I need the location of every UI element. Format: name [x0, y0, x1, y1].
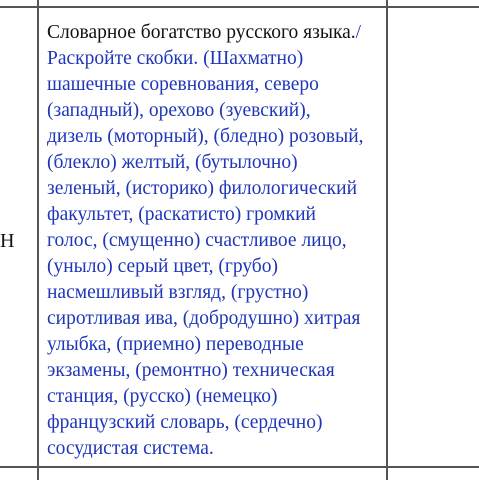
exercise-cell [47, 20, 383, 462]
exercise-task-line: (блекло) желтый, (бутылочно) [47, 152, 298, 173]
exercise-task-line: французский словарь, (сердечно) [47, 412, 323, 433]
exercise-heading: Словарное богатство русского языка. [47, 22, 356, 43]
exercise-task-line: зеленый, (историко) филологический [47, 178, 358, 199]
exercise-task-line: улыбка, (приемно) переводные [47, 334, 304, 355]
left-cell-text-fragment: Н [0, 230, 15, 252]
exercise-task-line: насмешливый взгляд, (грустно) [47, 282, 309, 303]
exercise-task-line: дизель (моторный), (бледно) розовый, [47, 126, 364, 147]
exercise-task-line: экзамены, (ремонтно) техническая [47, 360, 335, 381]
table-row-border-top [0, 6, 479, 8]
table-column-border-left [37, 0, 39, 480]
exercise-task-text [47, 46, 383, 462]
table-column-border-right [386, 0, 388, 480]
exercise-task-line: (уныло) серый цвет, (грубо) [47, 256, 278, 277]
heading-separator: / [355, 22, 362, 43]
exercise-task-line: голос, (смущенно) счастливое лицо, [47, 230, 347, 251]
exercise-task-line: (западный), орехово (зуевский), [47, 100, 311, 121]
exercise-heading-line [47, 20, 383, 46]
exercise-task-line: сиротливая ива, (добродушно) хитрая [47, 308, 361, 329]
exercise-task-line: станция, (русско) (немецко) [47, 386, 278, 407]
exercise-task-line: сосудистая система. [47, 438, 214, 459]
exercise-task-line: факультет, (раскатисто) громкий [47, 204, 316, 225]
exercise-task-line: шашечные соревнования, северо [47, 74, 319, 95]
table-row-border-bottom [0, 466, 479, 468]
exercise-task-line: Раскройте скобки. (Шахматно) [47, 48, 304, 69]
